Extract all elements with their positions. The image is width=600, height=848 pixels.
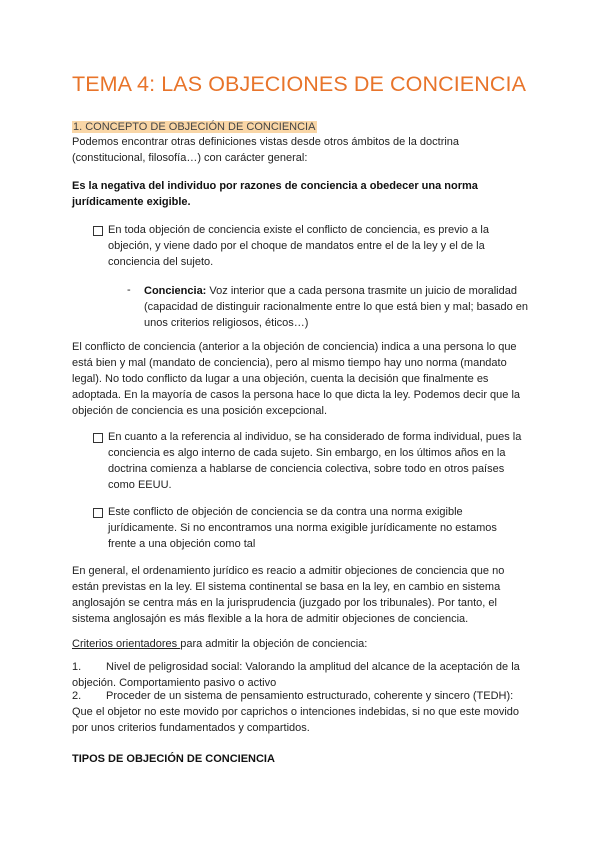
list-item: 2. Proceder de un sistema de pensamiento estructurado, coherente y sincero (TEDH): Que el objetor no este movido por caprichos o intenciones indebidas, si no que este movido por unos criterios fundamentados y compartidos.: [72, 690, 519, 734]
criteria-rest: para admitir la objeción de conciencia:: [180, 638, 368, 650]
checkbox-icon: [93, 226, 103, 236]
paragraph-conflicto: El conflicto de conciencia (anterior a la objeción de conciencia) indica a una persona lo que está bien y mal (mandato de conciencia), pero al mismo tiempo hay uno norma (mandato legal). No todo conflicto da lugar a una objeción, cuenta la decisión que finalmente es adoptada. En la mayoría de casos la persona hace lo que dicta la ley. Podemos decir que la objeción de conciencia es una posición excepcional.: [72, 341, 521, 417]
section-heading-concepto: 1. CONCEPTO DE OBJECIÓN DE CONCIENCIA: [73, 121, 316, 133]
intro-paragraph: Podemos encontrar otras definiciones vistas desde otros ámbitos de la doctrina (constitucional, filosofía…) con carácter general:: [72, 136, 460, 164]
list-item: 1. Nivel de peligrosidad social: Valorando la amplitud del alcance de la aceptación de la objeción. Comportamiento pasivo o activo: [72, 661, 520, 689]
bullet-norma: Este conflicto de objeción de conciencia se da contra una norma exigible jurídicamente. Si no encontramos una norma exigible jurídicamente no estamos frente a una objeción como tal: [108, 506, 497, 550]
criteria-underlined: Criterios orientadores: [72, 638, 181, 650]
term-definition: Voz interior que a cada persona trasmite un juicio de moralidad (capacidad de distinguir racionalmente entre lo que está bien y mal; basado en unos criterios religiosos, éticos…): [144, 285, 529, 329]
checkbox-icon: [93, 433, 103, 443]
paragraph-ordenamiento: En general, el ordenamiento jurídico es reacio a admitir objeciones de conciencia que no están previstas en la ley. El sistema continental se basa en la ley, en cambio en sistema anglosajón se centra más en la jurisprudencia (juzgado por los tribunales). Por tanto, el sistema anglosajón es más flexible a la hora de admitir objeciones de conciencia.: [72, 565, 505, 625]
checkbox-icon: [93, 508, 103, 518]
definition-paragraph: Es la negativa del individuo por razones de conciencia a obedecer una norma jurídicamente exigible.: [72, 180, 478, 208]
sub-bullet-conciencia: [144, 283, 530, 331]
bullet-individuo: En cuanto a la referencia al individuo, se ha considerado de forma individual, pues la conciencia es algo interno de cada sujeto. Sin embargo, en los últimos años en la doctrina comienza a hablarse de conciencia colectiva, sobre todo en otros países como EEUU.: [108, 431, 522, 491]
bullet-conflicto: En toda objeción de conciencia existe el conflicto de conciencia, es previo a la objeción, y viene dado por el choque de mandatos entre el de la ley y el de la conciencia del sujeto.: [108, 224, 489, 268]
term-conciencia: Conciencia:: [144, 285, 207, 297]
section-heading-tipos: TIPOS DE OBJECIÓN DE CONCIENCIA: [72, 753, 275, 765]
page-title: TEMA 4: LAS OBJECIONES DE CONCIENCIA: [72, 72, 527, 96]
dash-marker: -: [127, 284, 131, 296]
criteria-line: [72, 636, 530, 652]
